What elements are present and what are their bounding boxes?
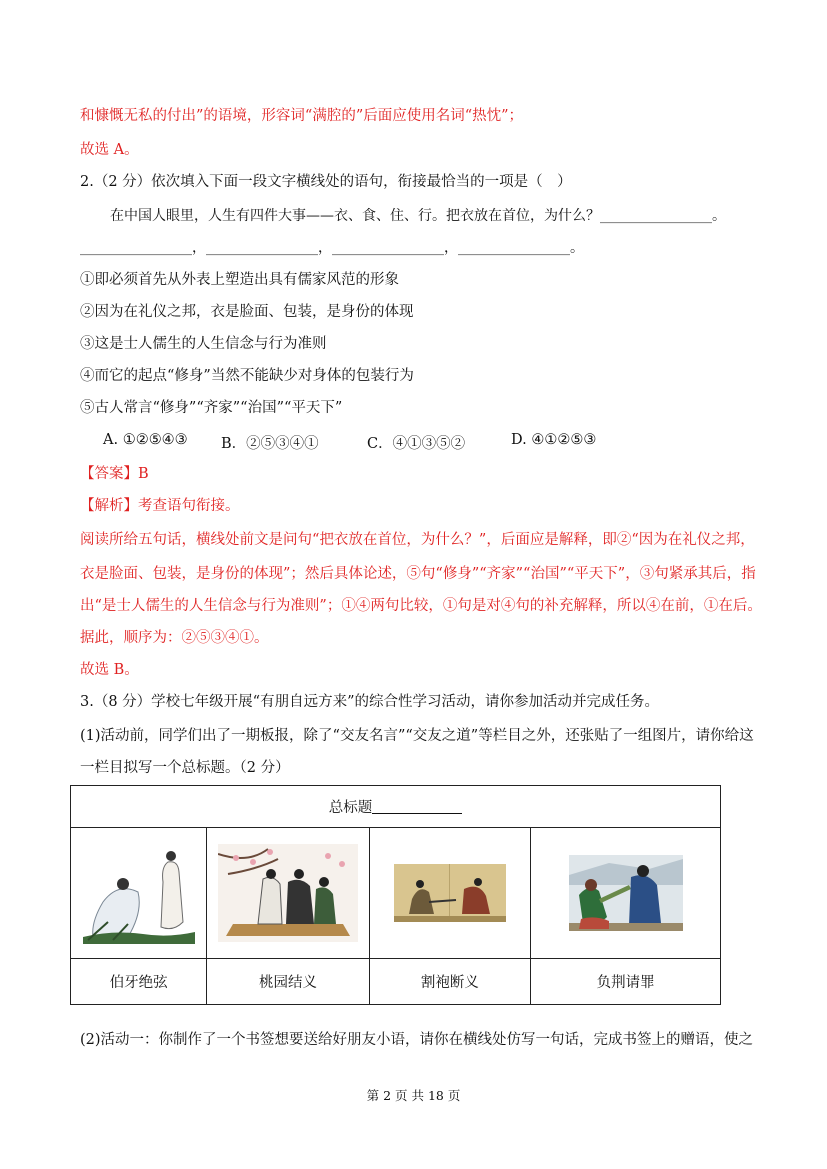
prev-answer-pick: 故选 A。 [80, 142, 139, 158]
image-cell [369, 828, 531, 959]
image-cell [531, 828, 721, 959]
page-footer: 第 2 页 共 18 页 [366, 1088, 461, 1103]
q2-stem: 2.（2 分）依次填入下面一段文字横线处的语句，衔接最恰当的一项是（ ） [80, 174, 572, 190]
boya-painting-image [83, 842, 195, 944]
caption-gepao: 割袍断义 [420, 975, 479, 991]
q2-answer: 【答案】B [80, 466, 149, 482]
q2-analysis-head: 【解析】考查语句衔接。 [80, 498, 240, 514]
q2-item-1: ①即必须首先从外表上塑造出具有儒家风范的形象 [80, 272, 399, 288]
q2-item-5: ⑤古人常言“修身”“齐家”“治国”“平天下” [80, 400, 343, 416]
caption-fujing: 负荆请罪 [596, 975, 655, 991]
q2-item-4: ④而它的起点“修身”当然不能缺少对身体的包装行为 [80, 368, 414, 384]
q2-item-2: ②因为在礼仪之邦，衣是脸面、包装，是身份的体现 [80, 304, 414, 320]
q3-sub1-line2: 一栏目拟写一个总标题。（2 分） [80, 760, 290, 776]
q2-pick: 故选 B。 [80, 662, 139, 678]
title-blank[interactable] [372, 813, 462, 814]
fujing-painting-image [569, 855, 683, 931]
caption-cell [71, 959, 207, 1005]
caption-cell [531, 959, 721, 1005]
picture-table [70, 785, 721, 1005]
caption-boya: 伯牙绝弦 [109, 975, 168, 991]
q2-passage-line1: 在中国人眼里，人生有四件大事——衣、食、住、行。把衣放在首位，为什么？________________。 [110, 208, 726, 224]
q2-passage-line2: ________________，________________，________________，________________。 [80, 240, 584, 256]
caption-cell [369, 959, 531, 1005]
q2-option-d: D. ④①②⑤③ [511, 432, 597, 448]
q2-analysis-line: 出“是士人儒生的人生信念与行为准则”；①④两句比较，①句是对④句的补充解释，所以④在前，①在后。 [80, 598, 762, 614]
q2-option-a: A. ①②⑤④③ [103, 432, 188, 448]
table-header-cell [71, 786, 721, 828]
q2-option-c: C．④①③⑤② [367, 436, 466, 452]
q3-sub2-line1: (2)活动一：你制作了一个书签想要送给好朋友小语，请你在横线处仿写一句话，完成书签上的赠语，使之 [80, 1032, 754, 1048]
image-cell [71, 828, 207, 959]
q2-item-3: ③这是士人儒生的人生信念与行为准则 [80, 336, 327, 352]
q2-analysis-line: 阅读所给五句话，横线处前文是问句“把衣放在首位，为什么？”，后面应是解释，即②“因为在礼仪之邦， [80, 532, 755, 548]
q2-analysis-line: 据此，顺序为：②⑤③④①。 [80, 630, 269, 646]
image-cell [207, 828, 369, 959]
table-header-label: 总标题 [328, 800, 373, 816]
caption-taoyuan: 桃园结义 [258, 975, 317, 991]
q2-analysis-line: 衣是脸面、包装，是身份的体现”；然后具体论述，⑤句“修身”“齐家”“治国”“平天下”，③句紧承其后，指 [80, 566, 756, 582]
caption-cell [207, 959, 369, 1005]
gepao-painting-image [394, 864, 506, 922]
q3-sub1-line1: (1)活动前，同学们出了一期板报，除了“交友名言”“交友之道”等栏目之外，还张贴了一组图片，请你给这 [80, 728, 754, 744]
q2-option-b: B．②⑤③④① [221, 436, 319, 452]
taoyuan-painting-image [218, 844, 358, 942]
prev-explanation-line: 和慷慨无私的付出”的语境，形容词“满腔的”后面应使用名词“热忱”； [80, 108, 524, 124]
q3-stem: 3.（8 分）学校七年级开展“有朋自远方来”的综合性学习活动，请你参加活动并完成任务。 [80, 694, 659, 710]
